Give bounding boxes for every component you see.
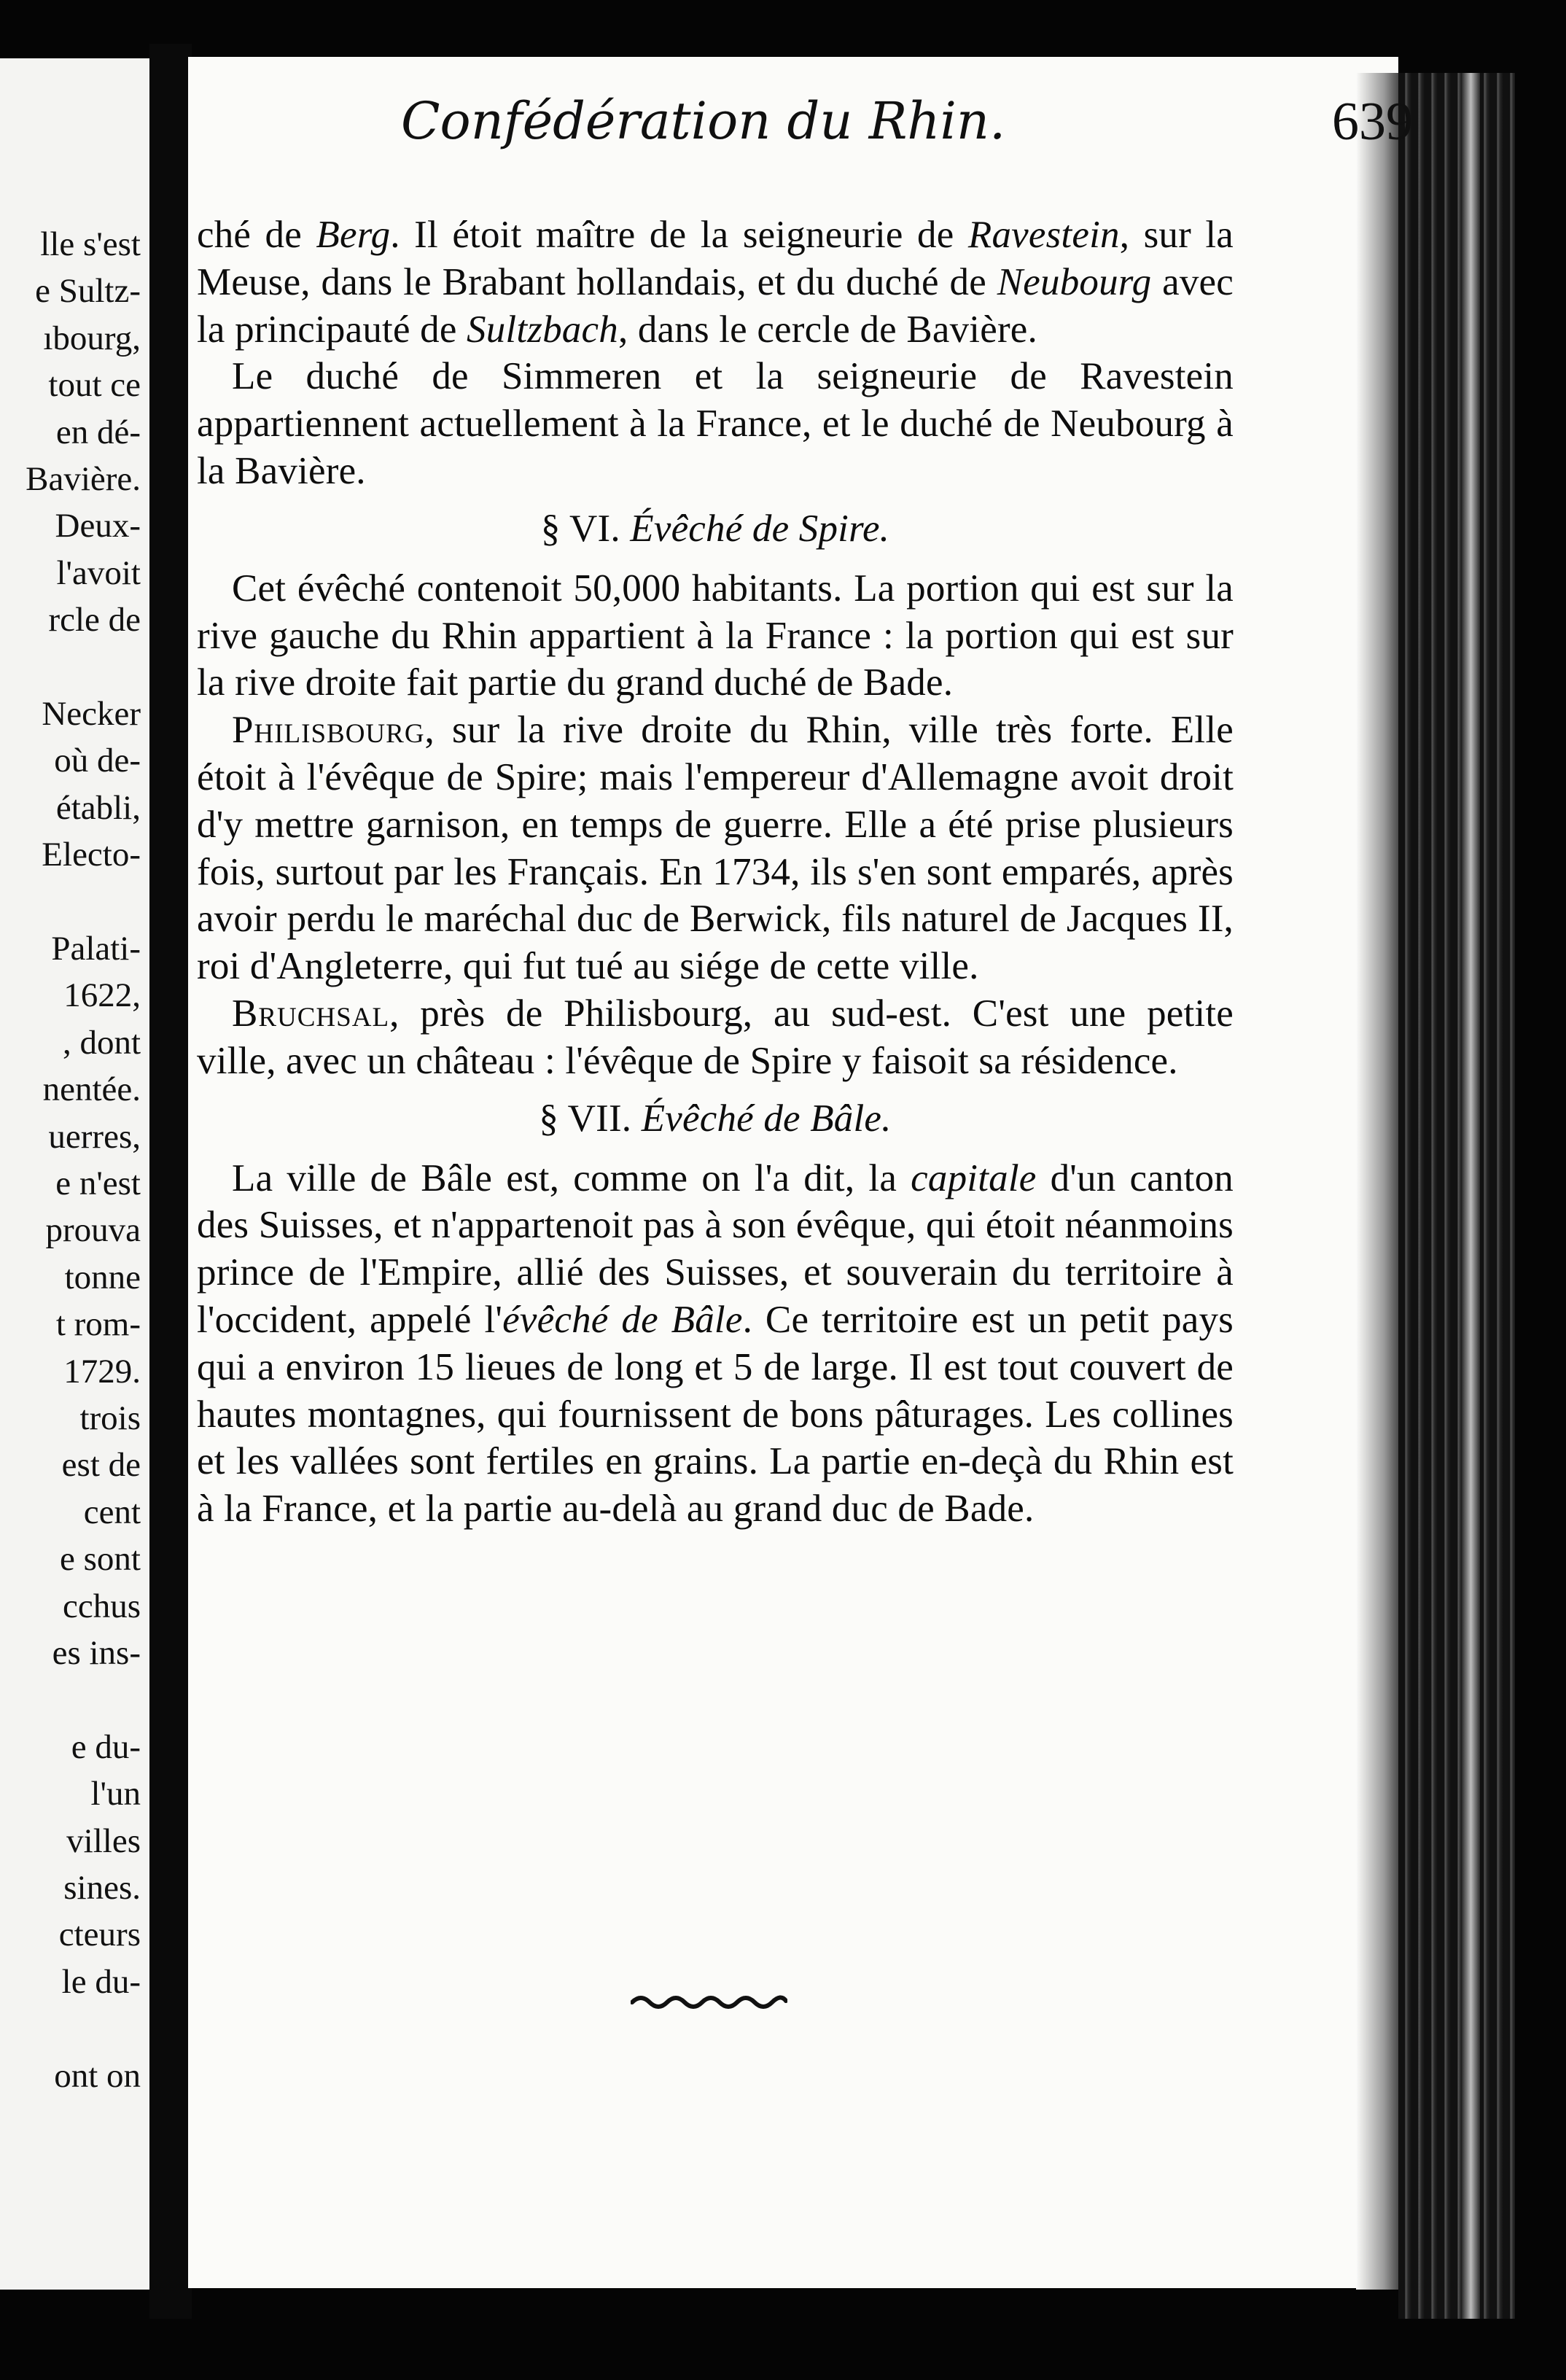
place-name: Bruchsal	[232, 992, 390, 1035]
left-page-line: Necker	[42, 695, 141, 733]
paragraph-bruchsal	[197, 990, 1234, 1085]
left-page-line: ıbourg,	[43, 319, 141, 357]
left-page-line: l'avoit	[56, 553, 141, 592]
left-page-line: Palati-	[51, 930, 141, 968]
left-page-line: Bavière.	[26, 460, 141, 498]
page-number: 639	[1332, 92, 1413, 152]
left-page-line: établi,	[55, 788, 141, 827]
left-page-line: cchus	[62, 1587, 141, 1625]
italic-term: Sultzbach	[467, 308, 618, 351]
left-page-line: rcle de	[48, 601, 141, 639]
paragraph-spire-population: Cet évêché contenoit 50,000 habitants. La portion qui est sur la rive gauche du Rhin appartient à la France : la portion qui est sur la rive droite fait partie du grand duché de Bade.	[197, 567, 1234, 704]
left-page-line: trois	[79, 1399, 141, 1437]
left-page-line: nentée.	[42, 1070, 141, 1109]
text-run: . Il étoit maître de la seigneurie de	[390, 214, 968, 256]
left-page-line: cent	[83, 1493, 141, 1531]
text-run: . Ce territoire est un petit pays qui a environ 15 lieues de long et 5 de large. Il est tout couvert de hautes montagnes, qui fournissent de bons pâturages. Les collines et les vallées sont fertiles en grains. La partie en-deçà du Rhin est à la France, et la partie au-delà au grand duc de Bade.	[197, 1298, 1234, 1531]
left-page-line: 1729.	[63, 1352, 141, 1391]
section-title: Évêché de Spire.	[630, 507, 890, 550]
place-name: Philisbourg	[232, 709, 425, 752]
left-page-line: ont on	[54, 2056, 141, 2095]
italic-term: capitale	[911, 1156, 1037, 1199]
paragraph-simmeren: Le duché de Simmeren et la seigneurie de Ravestein appartiennent actuellement à la France, et le duché de Neubourg à la Bavière.	[197, 355, 1234, 492]
section-number: § VI.	[540, 507, 631, 550]
left-page-line: où de-	[54, 742, 141, 780]
text-run: avec la principauté de	[197, 260, 1234, 351]
italic-term: évêché de Bâle	[502, 1298, 743, 1341]
left-page-line: t rom-	[55, 1305, 141, 1344]
italic-term: Ravestein	[967, 214, 1120, 256]
page-stack-edges	[1398, 73, 1515, 2319]
section-heading-vi	[197, 505, 1234, 552]
left-page-line: e du-	[71, 1727, 141, 1766]
left-page-line: le du-	[61, 1962, 141, 2001]
body-text	[197, 211, 1234, 1533]
left-page-line: villes	[66, 1821, 141, 1860]
paragraph-continuation	[197, 211, 1234, 353]
left-page-line: Deux-	[55, 507, 141, 545]
section-heading-vii	[197, 1095, 1234, 1142]
left-page-line: lle s'est	[40, 225, 141, 263]
italic-term: Neubourg	[997, 260, 1152, 303]
left-page-line: uerres,	[48, 1117, 141, 1156]
left-page-line: sines.	[63, 1869, 141, 1907]
page-stack-highlight	[1462, 73, 1480, 2319]
left-page-line: prouva	[45, 1211, 141, 1250]
running-header	[211, 91, 1413, 193]
text-run: d'un canton des Suisses, et n'appartenoit pas à son évêque, qui étoit néanmoins prince de l'Empire, allié des Suisses, et souverain du territoire à l'occident, appelé l'	[197, 1156, 1234, 1341]
paragraph-philisbourg	[197, 707, 1234, 990]
left-facing-page-fragment	[0, 58, 149, 2290]
paragraph-bale	[197, 1155, 1234, 1533]
text-run: , dans le cercle de Bavière.	[618, 308, 1037, 351]
running-title: Confédération du Rhin.	[401, 91, 1006, 151]
left-page-line: en dé-	[55, 413, 141, 451]
left-page-line: , dont	[62, 1023, 141, 1062]
book-gutter	[149, 44, 192, 2319]
end-ornament	[631, 1989, 787, 2011]
left-page-line: e n'est	[55, 1164, 141, 1202]
left-page-line: e Sultz-	[35, 272, 141, 311]
text-run: , près de Philisbourg, au sud-est. C'est une petite ville, avec un château : l'évêque de Spire y faisoit sa résidence.	[197, 992, 1234, 1082]
left-page-line: e sont	[60, 1540, 141, 1579]
left-page-line: Electo-	[42, 836, 141, 874]
italic-term: Berg	[316, 214, 391, 256]
left-page-line: es ins-	[52, 1634, 141, 1672]
text-run: , sur la Meuse, dans le Brabant hollandais, et du duché de	[197, 214, 1234, 303]
text-run: La ville de Bâle est, comme on l'a dit, la	[232, 1156, 911, 1199]
left-page-line: tout ce	[48, 366, 141, 405]
left-page-line: cteurs	[58, 1916, 141, 1954]
left-page-line: est de	[61, 1446, 141, 1485]
section-title: Évêché de Bâle.	[641, 1097, 892, 1140]
text-run: , sur la rive droite du Rhin, ville très forte. Elle étoit à l'évêque de Spire; mais l'empereur d'Allemagne avoit droit d'y mettre garnison, en temps de guerre. Elle a été prise plusieurs fois, surtout par les Français. En 1734, ils s'en sont emparés, après avoir perdu le maréchal duc de Berwick, fils naturel de Jacques II, roi d'Angleterre, qui fut tué au siége de cette ville.	[197, 709, 1234, 988]
section-number: § VII.	[539, 1097, 642, 1140]
left-page-line: tonne	[64, 1258, 141, 1296]
text-run: ché de	[197, 214, 316, 256]
left-page-line: l'un	[90, 1775, 141, 1813]
left-page-line: 1622,	[63, 976, 141, 1015]
